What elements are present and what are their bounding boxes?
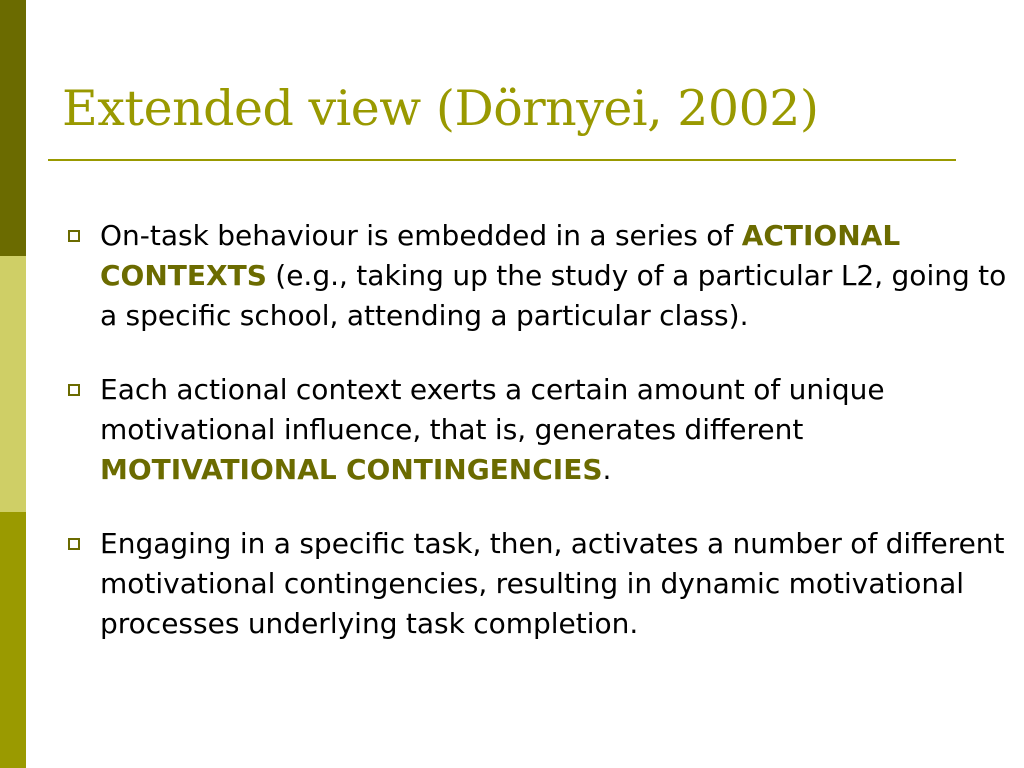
bullet-text: Each actional context exerts a certain amount of unique motivational influence, that is, generates different: [100, 373, 885, 446]
decorative-band-top: [0, 0, 26, 256]
bullet-item: [64, 370, 1019, 490]
bullet-text: Engaging in a specific task, then, activates a number of different motivational contingencies, resulting in dynamic motivational processes underlying task completion.: [100, 527, 1005, 640]
decorative-band-bottom: [0, 512, 26, 768]
bullet-text-after: (e.g., taking up the study of a particular L2, going to a specific school, attending a particular class).: [100, 259, 1007, 332]
bullet-text-after: .: [602, 453, 612, 486]
square-bullet-icon: [68, 384, 80, 396]
bullet-item: [64, 524, 1019, 644]
bullet-item: [64, 216, 1019, 336]
square-bullet-icon: [68, 230, 80, 242]
bullet-list: [64, 216, 1019, 678]
bullet-text: On-task behaviour is embedded in a series of: [100, 219, 742, 252]
square-bullet-icon: [68, 538, 80, 550]
slide-title: Extended view (Dörnyei, 2002): [62, 80, 819, 137]
bullet-emphasis: MOTIVATIONAL CONTINGENCIES: [100, 453, 603, 486]
title-underline: [48, 159, 956, 161]
decorative-band-middle: [0, 256, 26, 512]
bullet-emphasis: ACTIONAL CONTEXTS: [100, 219, 901, 292]
